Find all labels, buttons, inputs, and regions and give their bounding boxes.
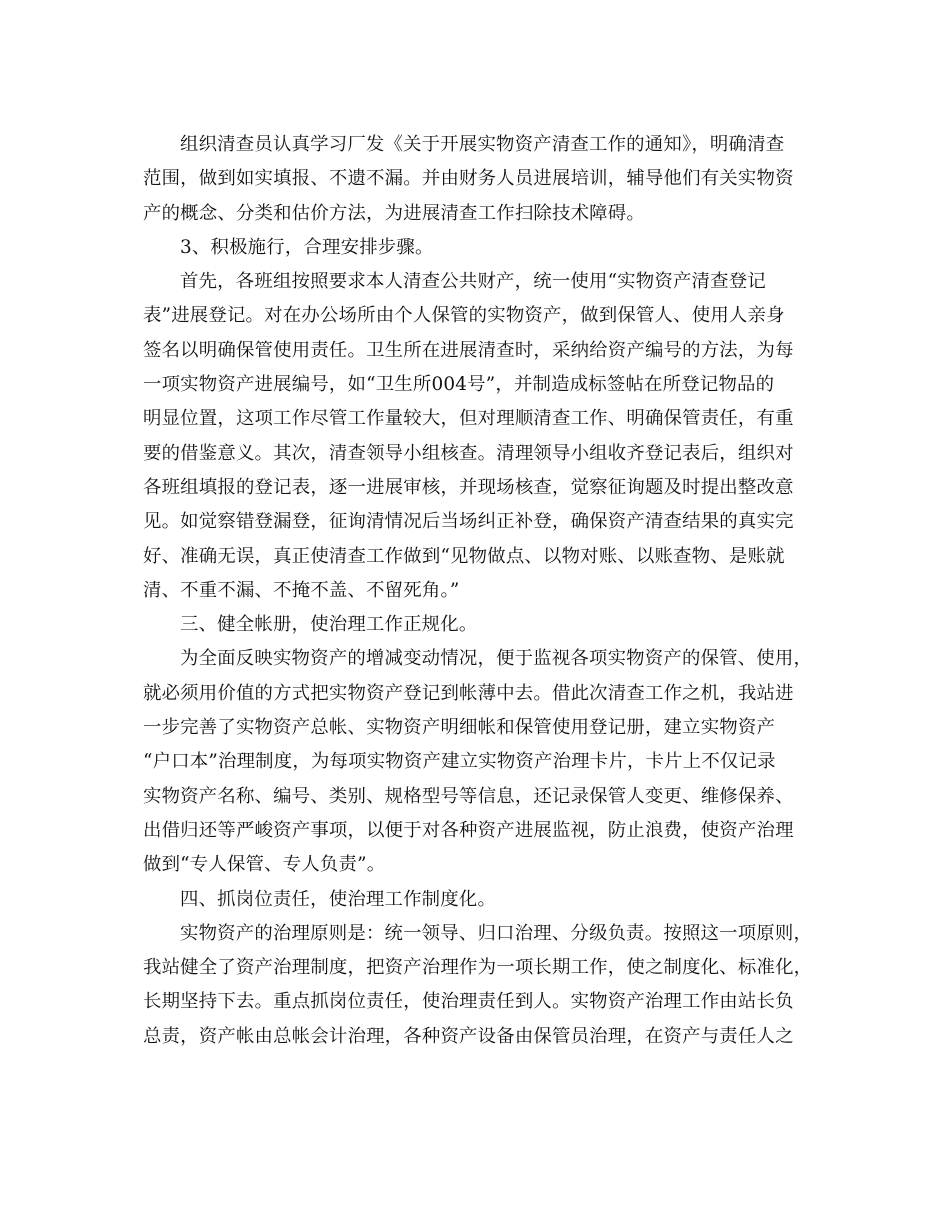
text-line: 见。如觉察错登漏登，征询清情况后当场纠正补登，确保资产清查结果的真实完 <box>143 511 794 533</box>
text-line: 实物资产的治理原则是：统一领导、归口治理、分级负责。按照这一项原则， <box>180 922 813 944</box>
text-line: 首先，各班组按照要求本人清查公共财产，统一使用“实物资产清查登记 <box>180 271 766 293</box>
text-line: 一项实物资产进展编号，如“卫生所004号”，并制造成标签帖在所登记物品的 <box>143 374 775 396</box>
text-line: 就必须用价值的方式把实物资产登记到帐薄中去。借此次清查工作之机，我站进 <box>143 682 794 704</box>
text-line: 好、准确无误，真正使清查工作做到“见物做点、以物对账、以账查物、是账就 <box>143 545 785 567</box>
text-line: 为全面反映实物资产的增减变动情况，便于监视各项实物资产的保管、使用， <box>180 648 813 670</box>
text-line: “户口本”治理制度，为每项实物资产建立实物资产治理卡片，卡片上不仅记录 <box>143 751 776 773</box>
text-line: 清、不重不漏、不掩不盖、不留死角。” <box>143 579 460 601</box>
text-line: 要的借鉴意义。其次，清查领导小组核查。清理领导小组收齐登记表后，组织对 <box>143 442 794 464</box>
text-line: 各班组填报的登记表，逐一进展审核，并现场核查，觉察征询题及时提出整改意 <box>143 476 794 498</box>
text-line: 一步完善了实物资产总帐、实物资产明细帐和保管使用登记册，建立实物资产 <box>143 717 776 739</box>
text-line: 明显位置，这项工作尽管工作量较大，但对理顺清查工作、明确保管责任，有重 <box>143 408 794 430</box>
text-line: 组织清查员认真学习厂发《关于开展实物资产清查工作的通知》，明确清查 <box>180 134 785 155</box>
text-line: 我站健全了资产治理制度，把资产治理作为一项长期工作，使之制度化、标准化， <box>143 957 813 979</box>
text-line: 做到“专人保管、专人负责”。 <box>143 854 386 876</box>
text-line: 产的概念、分类和估价方法，为进展清查工作扫除技术障碍。 <box>143 202 645 224</box>
text-line: 3、积极施行，合理安排步骤。 <box>180 236 434 258</box>
text-line: 实物资产名称、编号、类别、规格型号等信息，还记录保管人变更、维修保养、 <box>143 785 794 807</box>
text-line: 出借归还等严峻资产事项，以便于对各种资产进展监视，防止浪费，使资产治理 <box>143 819 794 841</box>
text-line: 长期坚持下去。重点抓岗位责任，使治理责任到人。实物资产治理工作由站长负 <box>143 991 794 1013</box>
text-line: 表”进展登记。对在办公场所由个人保管的实物资产，做到保管人、使用人亲身 <box>143 305 785 327</box>
text-line: 四、抓岗位责任，使治理工作制度化。 <box>180 888 497 910</box>
document-body <box>143 128 813 1054</box>
text-line: 三、健全帐册，使治理工作正规化。 <box>180 614 478 636</box>
text-line: 总责，资产帐由总帐会计治理，各种资产设备由保管员治理，在资产与责任人之 <box>143 1025 794 1047</box>
text-line: 签名以明确保管使用责任。卫生所在进展清查时，采纳给资产编号的方法，为每 <box>143 339 794 361</box>
text-line: 范围，做到如实填报、不遗不漏。并由财务人员进展培训，辅导他们有关实物资 <box>143 168 794 190</box>
